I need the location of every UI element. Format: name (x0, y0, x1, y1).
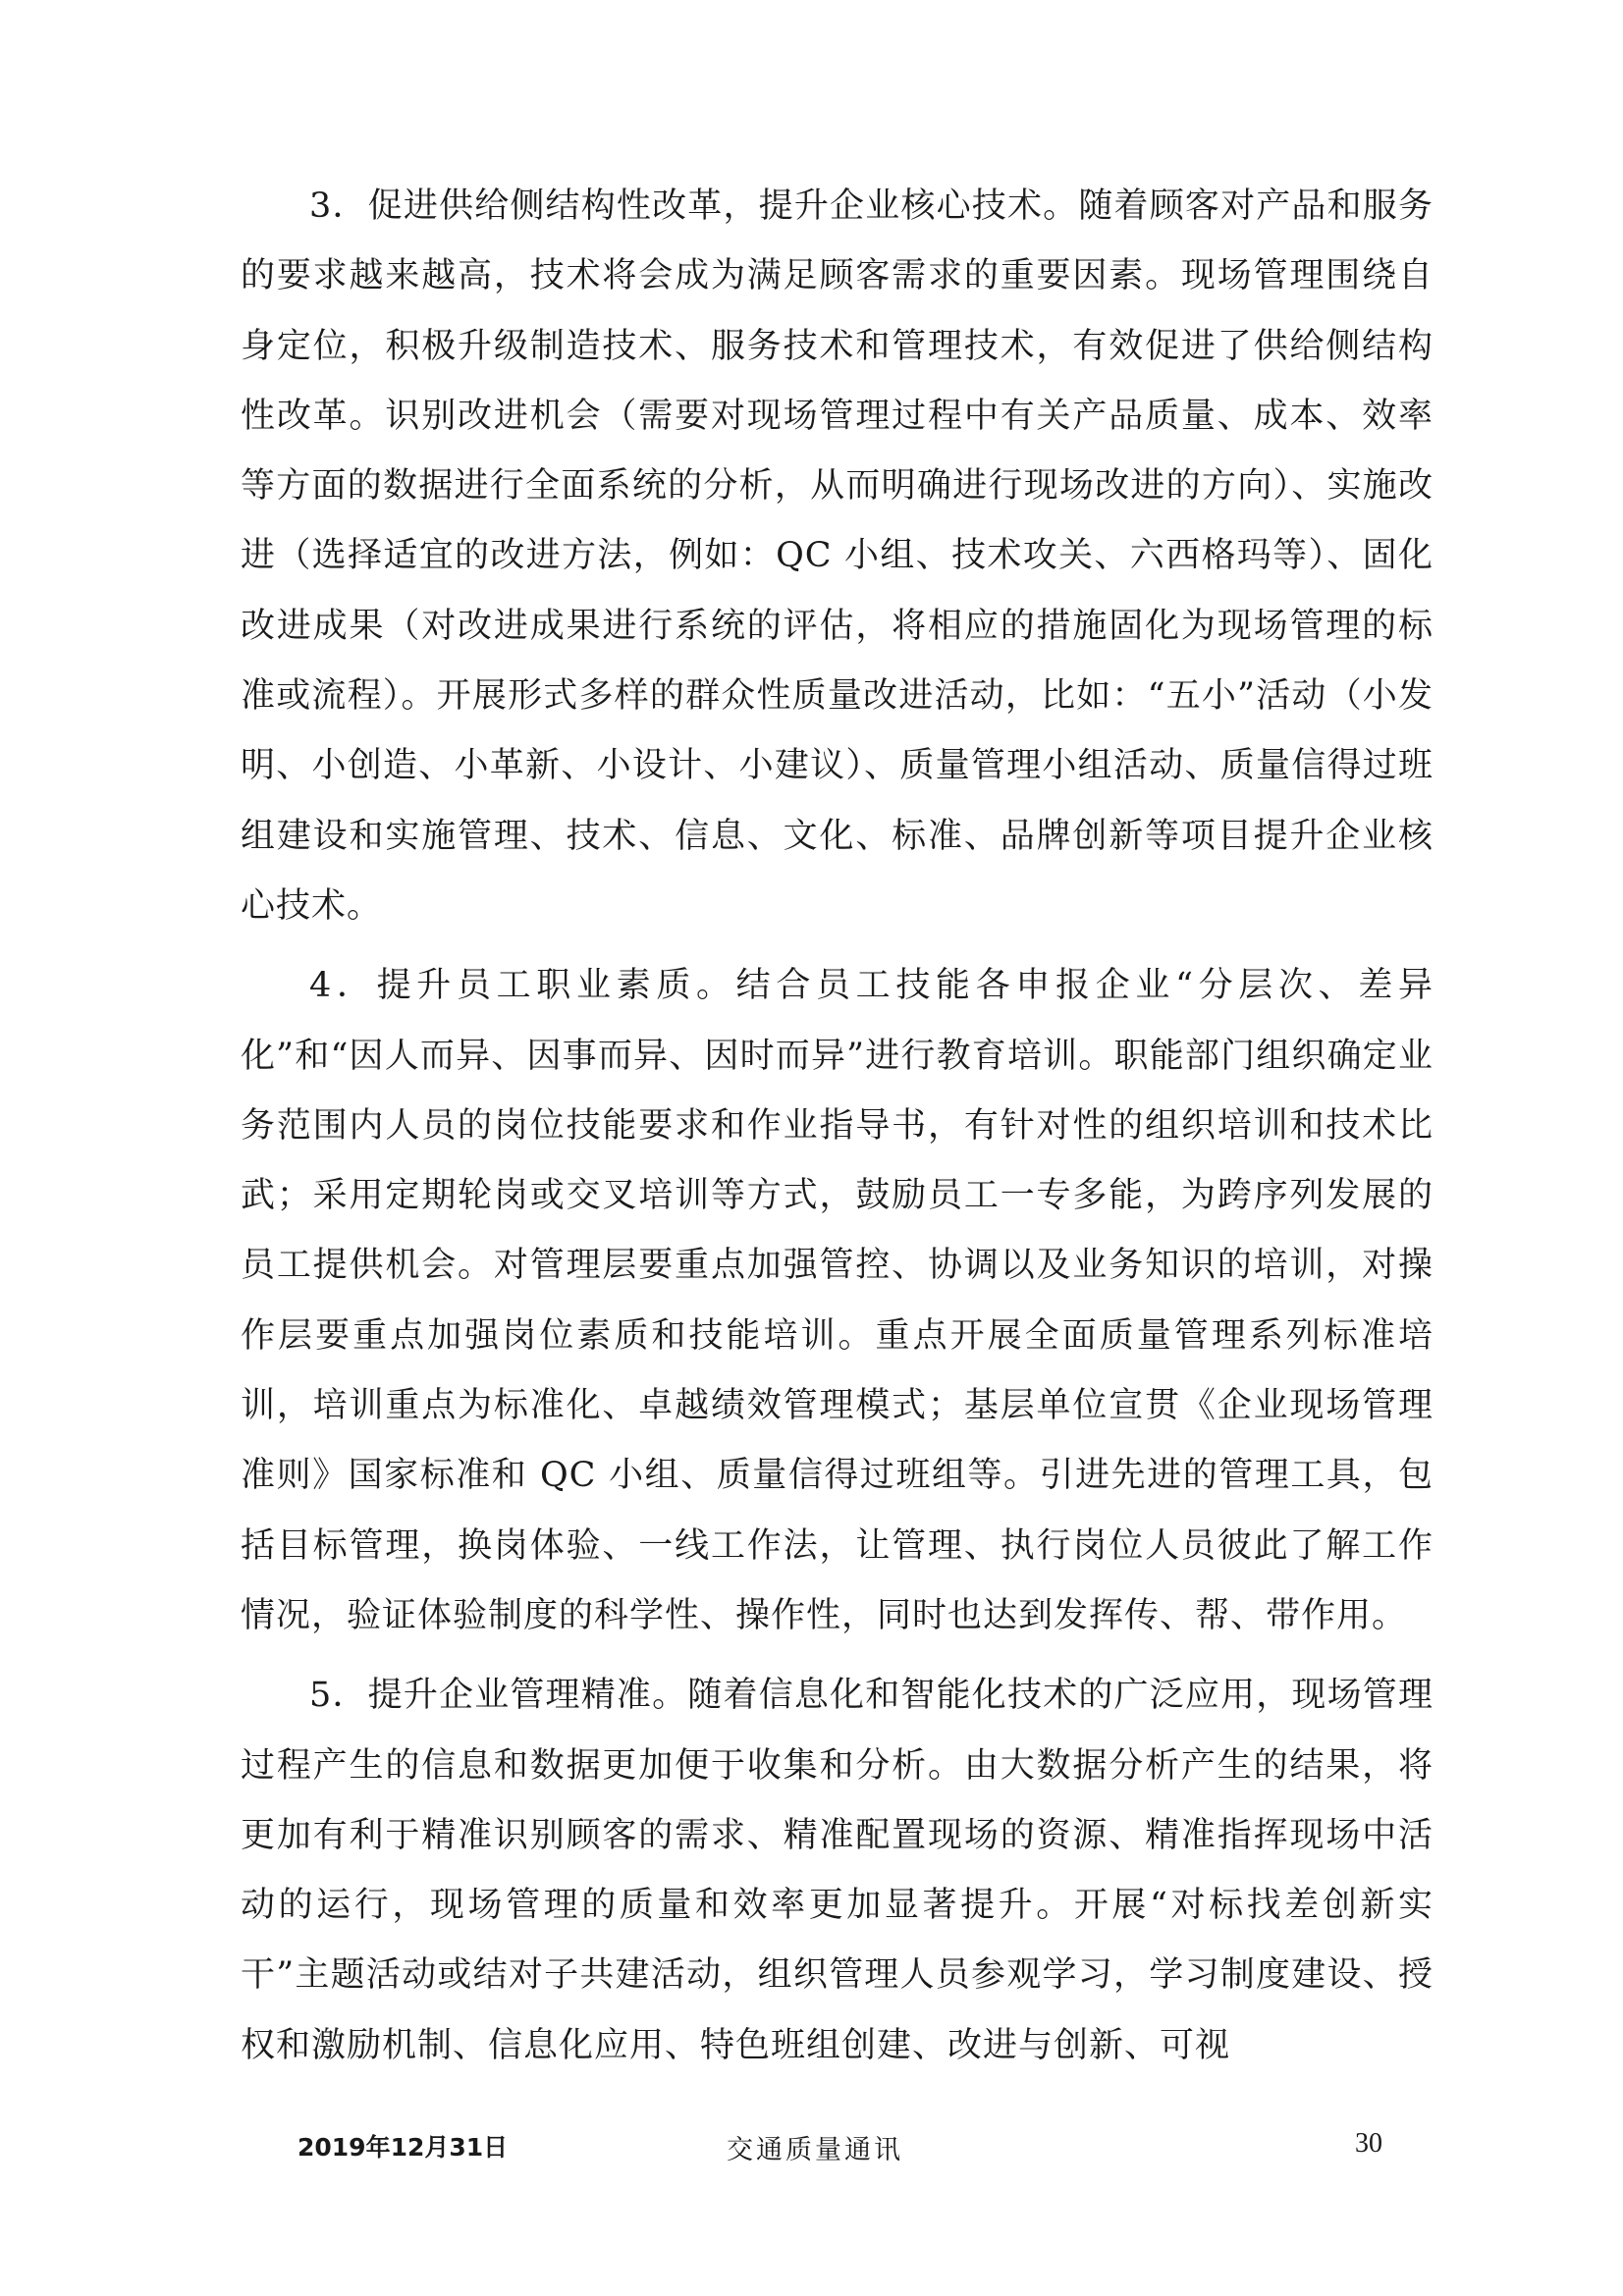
footer-date: 2019年12月31日 (298, 2133, 509, 2162)
paragraph-5-management-precision: 5．提升企业管理精准。随着信息化和智能化技术的广泛应用，现场管理过程产生的信息和数据更加便于收集和分析。由大数据分析产生的结果，将更加有利于精准识别顾客的需求、精准配置现场的资源、精准指挥现场中活动的运行，现场管理的质量和效率更加显著提升。开展“对标找差创新实干”主题活动或结对子共建活动，组织管理人员参观学习，学习制度建设、授权和激励机制、信息化应用、特色班组创建、改进与创新、可视 (241, 1676, 1434, 2065)
paragraph-4-employee-quality: 4．提升员工职业素质。结合员工技能各申报企业“分层次、差异化”和“因人而异、因事而异、因时而异”进行教育培训。职能部门组织确定业务范围内人员的岗位技能要求和作业指导书，有针对性的组织培训和技术比武；采用定期轮岗或交叉培训等方式，鼓励员工一专多能，为跨序列发展的员工提供机会。对管理层要重点加强管控、协调以及业务知识的培训，对操作层要重点加强岗位素质和技能培训。重点开展全面质量管理系列标准培训，培训重点为标准化、卓越绩效管理模式；基层单位宣贯《企业现场管理准则》国家标准和 QC 小组、质量信得过班组等。引进先进的管理工具，包括目标管理，换岗体验、一线工作法，让管理、执行岗位人员彼此了解工作情况，验证体验制度的科学性、操作性，同时也达到发挥传、帮、带作用。 (241, 966, 1434, 1635)
footer-page-number: 30 (1355, 2128, 1382, 2159)
page-footer (0, 2128, 1623, 2167)
body-text (241, 172, 1434, 2091)
paragraph-3-supply-side-reform: 3．促进供给侧结构性改革，提升企业核心技术。随着顾客对产品和服务的要求越来越高，技术将会成为满足顾客需求的重要因素。现场管理围绕自身定位，积极升级制造技术、服务技术和管理技术，有效促进了供给侧结构性改革。识别改进机会（需要对现场管理过程中有关产品质量、成本、效率等方面的数据进行全面系统的分析，从而明确进行现场改进的方向）、实施改进（选择适宜的改进方法，例如：QC 小组、技术攻关、六西格玛等）、固化改进成果（对改进成果进行系统的评估，将相应的措施固化为现场管理的标准或流程）。开展形式多样的群众性质量改进活动，比如：“五小”活动（小发明、小创造、小革新、小设计、小建议）、质量管理小组活动、质量信得过班组建设和实施管理、技术、信息、文化、标准、品牌创新等项目提升企业核心技术。 (241, 187, 1434, 926)
footer-journal-title: 交通质量通讯 (727, 2135, 903, 2165)
